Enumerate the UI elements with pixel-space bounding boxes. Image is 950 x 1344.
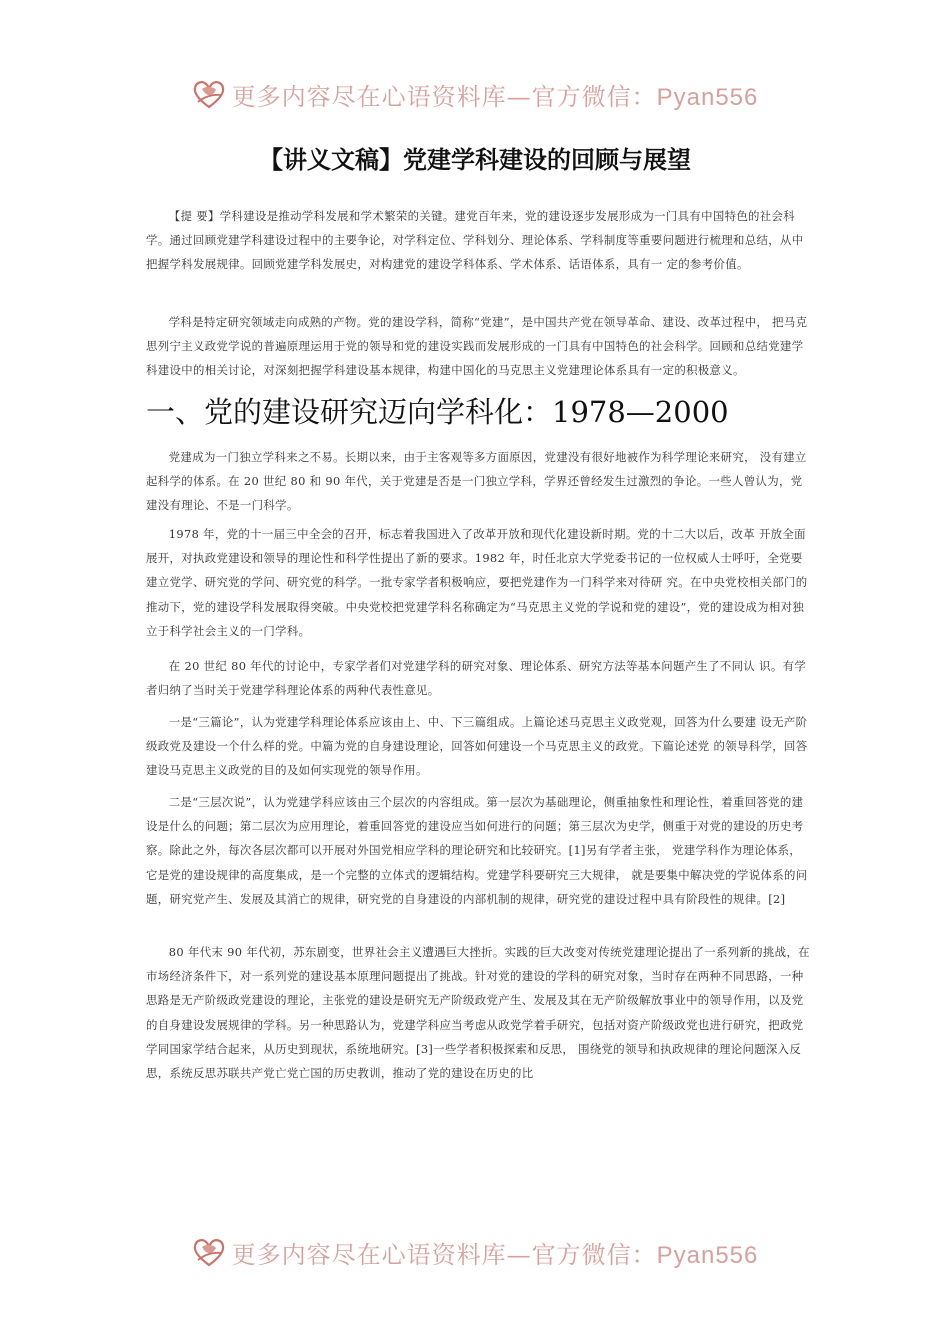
body-paragraph-1-block bbox=[146, 445, 812, 518]
banner-label: 更多内容尽在心语资料库—官方微信： bbox=[231, 1240, 657, 1269]
footer-banner bbox=[0, 1230, 950, 1274]
body-paragraph: 一是“三篇论”，认为党建学科理论体系应该由上、中、下三篇组成。上篇论述马克思主义政党观，回答为什么要建 设无产阶级政党及建设一个什么样的党。中篇为党的自身建设理论，回答如何建设一个马克思主义的政党。下篇论述党 的领导科学，回答建设马克思主义政党的目的及如何实现党的领导作用。 bbox=[146, 715, 808, 778]
body-paragraph: 二是“三层次说”，认为党建学科应该由三个层次的内容组成。第一层次为基础理论，侧重抽象性和理论性，着重回答党的建设是什么的问题；第二层次为应用理论，着重回答党的建设应当如何进行的问题；第三层次为史学，侧重于对党的建设的历史考察。除此之外，每次各层次都可以开展对外国党相应学科的理论研究和比较研究。[1]另有学者主张， 党建学科作为理论体系，它是党的建设规律的高度集成，是一个完整的立体式的逻辑结构。党建学科要研究三大规律， 就是要集中解决党的学说体系的问题，研究党产生、发展及其消亡的规律，研究党的自身建设的内部机制的规律，研究党的建设过程中具有阶段性的规律。[2] bbox=[146, 795, 808, 906]
banner-text bbox=[232, 77, 759, 112]
body-paragraph-2-block bbox=[146, 522, 812, 643]
body-paragraph: 党建成为一门独立学科来之不易。长期以来，由于主客观等多方面原因，党建没有很好地被作为科学理论来研究， 没有建立起科学的体系。在 20 世纪 80 和 90 年代，关于党建是否是一门独立学科，学界还曾经发生过激烈的争论。一些人曾认为，党建没有理论、不是一门科学。 bbox=[146, 450, 807, 513]
abstract-paragraph: 【提 要】学科建设是推动学科发展和学术繁荣的关键。建党百年来，党的建设逐步发展形成为一门具有中国特色的社会科学。通过回顾党建学科建设过程中的主要争论，对学科定位、学科划分、理论体系、学科制度等重要问题进行梳理和总结，从中把握学科发展规律。回顾党建学科发展史，对构建党的建设学科体系、学术体系、话语体系，具有一 定的参考价值。 bbox=[146, 209, 804, 272]
banner-label: 更多内容尽在心语资料库—官方微信： bbox=[231, 82, 657, 111]
intro-block bbox=[146, 310, 812, 383]
banner-text bbox=[232, 1235, 759, 1270]
body-paragraph: 80 年代末 90 年代初，苏东剧变，世界社会主义遭遇巨大挫折。实践的巨大改变对传统党建理论提出了一系列新的挑战，在市场经济条件下，对一系列党的建设基本原理问题提出了挑战。针对党的建设的学科的研究对象，当时存在两种不同思路，一种思路是无产阶级政党建设的理论，主张党的建设是研究无产阶级政党产生、发展及其在无产阶级解放事业中的领导作用，以及党的自身建设发展规律的学科。另一种思路认为，党建学科应当考虑从政党学着手研究，包括对资产阶级政党也进行研究，把政党学同国家学结合起来，从历史到现状，系统地研究。[3]一些学者积极探索和反思， 围绕党的领导和执政规律的理论问题深入反思，系统反思苏联共产党亡党亡国的历史教训，推动了党的建设在历史的比 bbox=[146, 945, 810, 1081]
banner-wechat-id: Pyan556 bbox=[656, 83, 759, 111]
section-heading: 一、党的建设研究迈向学科化：1978—2000 bbox=[146, 395, 729, 429]
heart-logo-icon bbox=[192, 1235, 226, 1269]
header-banner bbox=[0, 72, 950, 116]
body-paragraph: 在 20 世纪 80 年代的讨论中，专家学者们对党建学科的研究对象、理论体系、研究方法等基本问题产生了不同认 识。有学者归纳了当时关于党建学科理论体系的两种代表性意见。 bbox=[146, 659, 807, 698]
body-paragraph-3-block bbox=[146, 654, 812, 702]
abstract-block bbox=[146, 204, 812, 277]
heart-logo-icon bbox=[192, 77, 226, 111]
body-paragraph-4-block bbox=[146, 710, 812, 783]
document-title: 【讲义文稿】党建学科建设的回顾与展望 bbox=[259, 146, 691, 174]
intro-paragraph: 学科是特定研究领域走向成熟的产物。党的建设学科，简称“党建”，是中国共产党在领导革命、建设、改革过程中， 把马克思列宁主义政党学说的普遍原理运用于党的领导和党的建设实践而发展形成的一门具有中国特色的社会科学。回顾和总结党建学科建设中的相关讨论，对深刻把握学科建设基本规律，构建中国化的马克思主义党建理论体系具有一定的积极意义。 bbox=[146, 315, 808, 378]
banner-wechat-id: Pyan556 bbox=[656, 1241, 759, 1269]
body-paragraph-6-block bbox=[146, 940, 812, 1085]
body-paragraph-5-block bbox=[146, 790, 812, 911]
body-paragraph: 1978 年，党的十一届三中全会的召开，标志着我国进入了改革开放和现代化建设新时期。党的十二大以后，改革 开放全面展开，对执政党建设和领导的理论性和科学性提出了新的要求。1982 年，时任北京大学党委书记的一位权威人士呼吁，全党要建立党学、研究党的学问、研究党的科学。一批专家学者积极响应，要把党建作为一门科学来对待研 究。在中央党校相关部门的推动下，党的建设学科发展取得突破。中央党校把党建学科名称确定为“马克思主义党的学说和党的建设”，党的建设成为相对独立于科学社会主义的一门学科。 bbox=[146, 527, 808, 638]
